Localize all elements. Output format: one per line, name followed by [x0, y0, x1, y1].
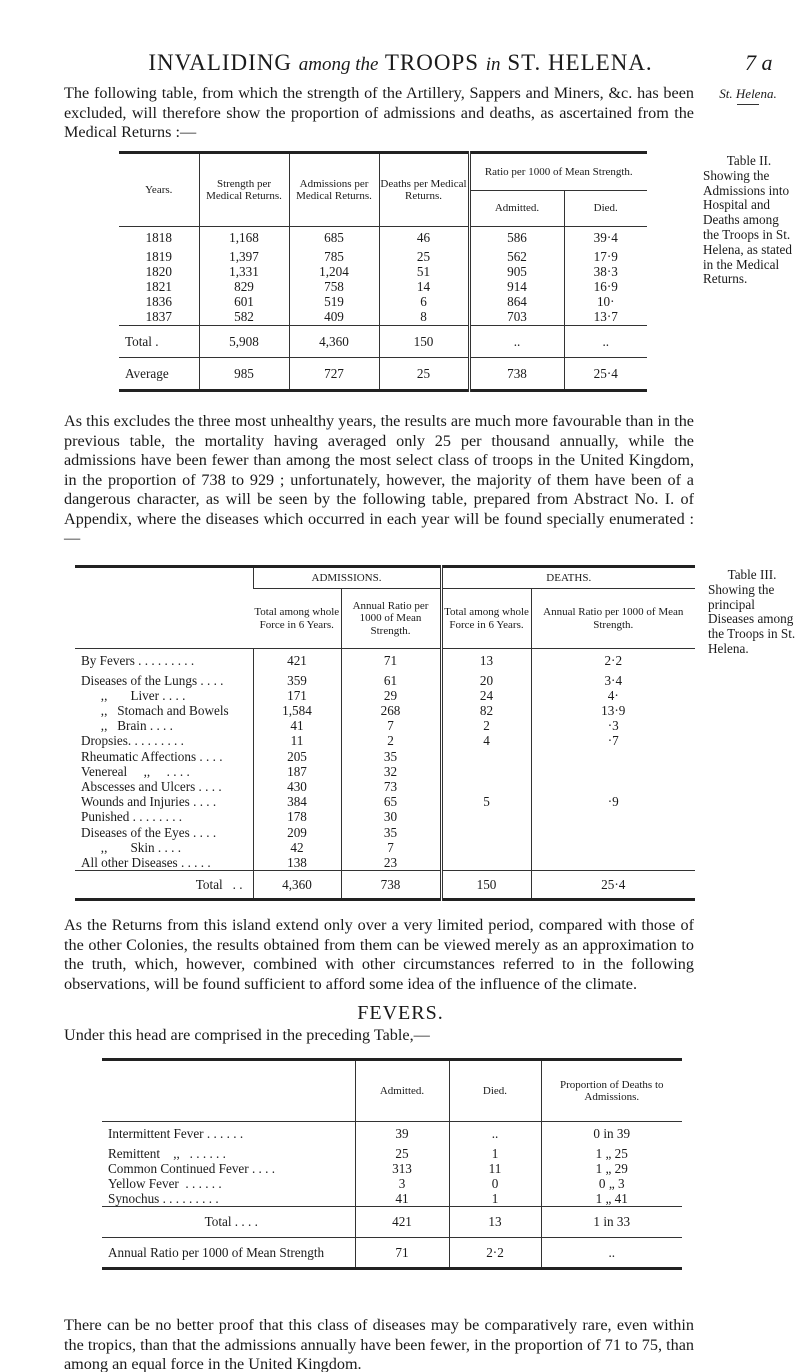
table-fevers — [102, 1058, 682, 1270]
col-deaths: Deaths per Medical Returns. — [379, 153, 469, 227]
died-cell: 16·9 — [564, 279, 647, 294]
disease-label: By Fevers . . . . . . . . . — [81, 653, 195, 669]
ratio-admissions-cell: 61 — [341, 673, 441, 688]
disease-label: Abscesses and Ulcers . . . . — [81, 778, 222, 794]
section-title-fevers: FEVERS. — [357, 1002, 444, 1024]
ratio-deaths-cell — [531, 840, 695, 855]
deaths-cell: 25 — [379, 357, 469, 390]
table-row — [102, 1122, 682, 1146]
ratio-deaths-cell — [531, 749, 695, 764]
admitted-cell: 562 — [469, 249, 564, 264]
ratio-deaths-cell — [531, 825, 695, 840]
proportion-cell: 1 „ 41 — [541, 1191, 682, 1207]
total-admissions-cell: 178 — [253, 809, 341, 824]
col-admissions: Admissions per Medical Returns. — [289, 153, 379, 227]
proportion-cell: 1 „ 25 — [541, 1146, 682, 1161]
table-row — [75, 855, 695, 871]
ratio-deaths-cell: 4· — [531, 688, 695, 703]
table-row — [75, 688, 695, 703]
fever-label: Remittent ,, . . . . . . — [108, 1145, 226, 1161]
col-ratio-admissions: Annual Ratio per 1000 of Mean Strength. — [341, 589, 441, 649]
total-admissions-cell: 187 — [253, 764, 341, 779]
ratio-deaths-cell: 2·2 — [531, 649, 695, 673]
table-row — [75, 673, 695, 688]
admissions-cell: 1,204 — [289, 264, 379, 279]
ratio-admissions-cell: 73 — [341, 779, 441, 794]
table-row — [102, 1161, 682, 1176]
admitted-cell: 738 — [469, 357, 564, 390]
admissions-cell: 685 — [289, 227, 379, 249]
average-label: Average — [119, 357, 199, 390]
ratio-admissions-cell: 35 — [341, 825, 441, 840]
admissions-cell: 519 — [289, 294, 379, 309]
ratio-label: Annual Ratio per 1000 of Mean Strength — [102, 1237, 355, 1268]
ratio-deaths-cell: 25·4 — [531, 871, 695, 900]
intro-paragraph: The following table, from which the strength of the Artillery, Sappers and Miners, &c. has been excluded, will therefore show the proportion of admissions and deaths, as ascertained from the Medical Returns :— — [64, 84, 694, 141]
col-strength: Strength per Medical Returns. — [199, 153, 289, 227]
total-deaths-cell: 13 — [441, 649, 531, 673]
admitted-cell: 864 — [469, 294, 564, 309]
admitted-cell: 41 — [355, 1191, 449, 1207]
total-admissions-cell: 1,584 — [253, 703, 341, 718]
side-label: St. Helena. — [703, 86, 793, 105]
year-cell: 1837 — [145, 309, 172, 325]
ratio-deaths-cell: ·3 — [531, 718, 695, 733]
admitted-cell: 421 — [355, 1207, 449, 1237]
col-fevers-proportion: Proportion of Deaths to Admissions. — [541, 1060, 682, 1122]
ratio-admissions-cell: 29 — [341, 688, 441, 703]
total-row — [102, 1207, 682, 1237]
total-admissions-cell: 205 — [253, 749, 341, 764]
table-row — [102, 1176, 682, 1191]
page-number: 7 a — [745, 50, 773, 75]
strength-cell: 1,168 — [199, 227, 289, 249]
total-label: Total . . . . — [102, 1207, 355, 1237]
year-cell: 1820 — [145, 263, 172, 279]
ratio-admissions-cell: 2 — [341, 733, 441, 748]
ratio-row — [102, 1237, 682, 1268]
admitted-cell: 3 — [355, 1176, 449, 1191]
disease-label: All other Diseases . . . . . — [81, 854, 211, 870]
died-cell: 25·4 — [564, 357, 647, 390]
disease-label: ,, Skin . . . . — [81, 839, 182, 855]
disease-label: ,, Brain . . . . — [81, 718, 173, 734]
total-deaths-cell: 24 — [441, 688, 531, 703]
ratio-deaths-cell: 13·9 — [531, 703, 695, 718]
ratio-admissions-cell: 65 — [341, 794, 441, 809]
total-admissions-cell: 359 — [253, 673, 341, 688]
table-row — [75, 825, 695, 840]
admissions-cell: 4,360 — [289, 325, 379, 357]
ratio-deaths-cell — [531, 764, 695, 779]
fever-label: Synochus . . . . . . . . . — [108, 1191, 219, 1207]
admitted-cell: 25 — [355, 1146, 449, 1161]
deaths-cell: 25 — [379, 249, 469, 264]
ratio-deaths-cell — [531, 809, 695, 824]
year-cell: 1819 — [145, 248, 172, 264]
died-cell: 17·9 — [564, 249, 647, 264]
table-row — [119, 279, 647, 294]
table-row — [75, 749, 695, 764]
col-died: Died. — [564, 191, 647, 227]
table-row — [119, 227, 647, 249]
admissions-cell: 409 — [289, 309, 379, 325]
disease-label: Dropsies. . . . . . . . . — [81, 733, 184, 749]
table-row — [75, 779, 695, 794]
strength-cell: 985 — [199, 357, 289, 390]
admitted-cell: .. — [469, 325, 564, 357]
running-header: INVALIDING among the TROOPS in ST. HELENA. — [148, 50, 653, 75]
died-cell: 2·2 — [449, 1237, 541, 1268]
strength-cell: 1,331 — [199, 264, 289, 279]
col-total-admissions: Total among whole Force in 6 Years. — [253, 589, 341, 649]
paragraph-after-table-3: As the Returns from this island extend only over a very limited period, compared with those of the other Colonies, the results obtained from them can be viewed merely as an approximation to the truth, which, however, combined with other circumstances referred to in the following observations, will be found sufficient to afford some idea of the influence of the climate. — [64, 916, 694, 993]
table-row — [75, 809, 695, 824]
ratio-admissions-cell: 268 — [341, 703, 441, 718]
total-deaths-cell — [441, 840, 531, 855]
admitted-cell: 71 — [355, 1237, 449, 1268]
table-row — [75, 764, 695, 779]
col-fevers-died: Died. — [449, 1060, 541, 1122]
deaths-cell: 150 — [379, 325, 469, 357]
disease-label: Diseases of the Eyes . . . . — [81, 824, 217, 840]
ratio-admissions-cell: 32 — [341, 764, 441, 779]
col-ratio: Ratio per 1000 of Mean Strength. — [469, 153, 647, 191]
total-deaths-cell — [441, 749, 531, 764]
col-total-deaths: Total among whole Force in 6 Years. — [441, 589, 531, 649]
proportion-cell: 0 „ 3 — [541, 1176, 682, 1191]
fever-label: Yellow Fever . . . . . . — [108, 1175, 222, 1191]
total-label: Total . — [119, 325, 199, 357]
sidenote-table-3: Table III. Showing the principal Diseases among the Troops in St. Helena. — [708, 567, 796, 656]
ratio-deaths-cell: ·9 — [531, 794, 695, 809]
table-3 — [75, 565, 695, 901]
total-row — [119, 325, 647, 357]
year-cell: 1821 — [145, 278, 172, 294]
admitted-cell: 586 — [469, 227, 564, 249]
table-row — [75, 733, 695, 748]
died-cell: 13 — [449, 1207, 541, 1237]
admitted-cell: 703 — [469, 309, 564, 325]
total-deaths-cell: 4 — [441, 733, 531, 748]
total-admissions-cell: 41 — [253, 718, 341, 733]
table-row — [75, 649, 695, 673]
ratio-admissions-cell: 7 — [341, 840, 441, 855]
strength-cell: 829 — [199, 279, 289, 294]
total-label: Total . . — [75, 871, 253, 900]
admitted-cell: 39 — [355, 1122, 449, 1146]
sidenote-table-2: Table II. Showing the Admissions into Hospital and Deaths among the Troops in St. Helena, as stated in the Medical Returns. — [703, 153, 792, 287]
total-deaths-cell — [441, 809, 531, 824]
table-row — [75, 840, 695, 855]
died-cell: 1 — [449, 1146, 541, 1161]
table-row — [102, 1191, 682, 1207]
disease-label: Wounds and Injuries . . . . — [81, 794, 217, 810]
disease-label: ,, Liver . . . . — [81, 687, 186, 703]
deaths-cell: 6 — [379, 294, 469, 309]
total-admissions-cell: 42 — [253, 840, 341, 855]
table-row — [119, 264, 647, 279]
total-admissions-cell: 4,360 — [253, 871, 341, 900]
table-row — [75, 703, 695, 718]
total-deaths-cell: 5 — [441, 794, 531, 809]
table-row — [102, 1146, 682, 1161]
deaths-cell: 51 — [379, 264, 469, 279]
total-row — [75, 871, 695, 900]
ratio-deaths-cell: ·7 — [531, 733, 695, 748]
admissions-cell: 758 — [289, 279, 379, 294]
col-deaths-group: DEATHS. — [441, 567, 695, 589]
ratio-admissions-cell: 71 — [341, 649, 441, 673]
died-cell: .. — [564, 325, 647, 357]
ratio-deaths-cell — [531, 779, 695, 794]
deaths-cell: 14 — [379, 279, 469, 294]
col-years: Years. — [119, 153, 199, 227]
admitted-cell: 905 — [469, 264, 564, 279]
total-deaths-cell: 2 — [441, 718, 531, 733]
table-row — [75, 794, 695, 809]
disease-label: Diseases of the Lungs . . . . — [81, 672, 224, 688]
fever-label: Intermittent Fever . . . . . . — [108, 1126, 244, 1142]
total-admissions-cell: 138 — [253, 855, 341, 871]
proportion-cell: 0 in 39 — [541, 1122, 682, 1146]
disease-label: Punished . . . . . . . . — [81, 809, 183, 825]
col-admissions-group: ADMISSIONS. — [253, 567, 441, 589]
proportion-cell: 1 „ 29 — [541, 1161, 682, 1176]
final-paragraph: There can be no better proof that this class of diseases may be comparatively rare, even within the tropics, than that the admissions annually have been fewer, in the proportion of 71 to 75, than among an equal force in the United Kingdom. — [64, 1316, 694, 1372]
died-cell: 13·7 — [564, 309, 647, 325]
disease-label: Rheumatic Affections . . . . — [81, 748, 223, 764]
ratio-deaths-cell: 3·4 — [531, 673, 695, 688]
total-admissions-cell: 421 — [253, 649, 341, 673]
admissions-cell: 727 — [289, 357, 379, 390]
middle-paragraph: As this excludes the three most unhealthy years, the results are much more favourable than in the previous table, the mortality having averaged only 25 per thousand annually, while the admissions have been fewer than among the most select class of troops in the United Kingdom, in the proportion of 738 to 929 ; unfortunately, however, the majority of them have been of a dangerous character, as will be seen by the following table, prepared from Abstract No. I. of Appendix, where the diseases which occurred in each year will be found specially enumerated :— — [64, 412, 694, 547]
table-row — [119, 309, 647, 325]
ratio-admissions-cell: 7 — [341, 718, 441, 733]
died-cell: 10· — [564, 294, 647, 309]
average-row — [119, 357, 647, 390]
died-cell: 1 — [449, 1191, 541, 1207]
col-fevers-admitted: Admitted. — [355, 1060, 449, 1122]
died-cell: 38·3 — [564, 264, 647, 279]
total-deaths-cell — [441, 764, 531, 779]
col-admitted: Admitted. — [469, 191, 564, 227]
admissions-cell: 785 — [289, 249, 379, 264]
ratio-admissions-cell: 30 — [341, 809, 441, 824]
strength-cell: 582 — [199, 309, 289, 325]
deaths-cell: 46 — [379, 227, 469, 249]
table-row — [75, 718, 695, 733]
strength-cell: 5,908 — [199, 325, 289, 357]
total-deaths-cell: 150 — [441, 871, 531, 900]
total-deaths-cell: 20 — [441, 673, 531, 688]
table-2 — [119, 151, 647, 392]
fevers-corner — [102, 1060, 355, 1122]
strength-cell: 601 — [199, 294, 289, 309]
total-deaths-cell — [441, 855, 531, 871]
total-admissions-cell: 171 — [253, 688, 341, 703]
died-cell: 11 — [449, 1161, 541, 1176]
disease-label: ,, Stomach and Bowels — [81, 702, 229, 718]
ratio-deaths-cell — [531, 855, 695, 871]
total-deaths-cell — [441, 779, 531, 794]
fever-label: Common Continued Fever . . . . — [108, 1160, 276, 1176]
died-cell: 0 — [449, 1176, 541, 1191]
proportion-cell: 1 in 33 — [541, 1207, 682, 1237]
table-row — [119, 249, 647, 264]
ratio-admissions-cell: 738 — [341, 871, 441, 900]
table-row — [119, 294, 647, 309]
ratio-admissions-cell: 35 — [341, 749, 441, 764]
col-ratio-deaths: Annual Ratio per 1000 of Mean Strength. — [531, 589, 695, 649]
year-cell: 1836 — [145, 294, 172, 310]
year-cell: 1818 — [145, 230, 172, 246]
total-deaths-cell: 82 — [441, 703, 531, 718]
total-deaths-cell — [441, 825, 531, 840]
disease-label: Venereal ,, . . . . — [81, 763, 190, 779]
proportion-cell: .. — [541, 1237, 682, 1268]
total-admissions-cell: 11 — [253, 733, 341, 748]
died-cell: .. — [449, 1122, 541, 1146]
total-admissions-cell: 209 — [253, 825, 341, 840]
ratio-admissions-cell: 23 — [341, 855, 441, 871]
total-admissions-cell: 430 — [253, 779, 341, 794]
admitted-cell: 914 — [469, 279, 564, 294]
total-admissions-cell: 384 — [253, 794, 341, 809]
admitted-cell: 313 — [355, 1161, 449, 1176]
fevers-intro: Under this head are comprised in the preceding Table,— — [64, 1026, 430, 1044]
strength-cell: 1,397 — [199, 249, 289, 264]
deaths-cell: 8 — [379, 309, 469, 325]
died-cell: 39·4 — [564, 227, 647, 249]
